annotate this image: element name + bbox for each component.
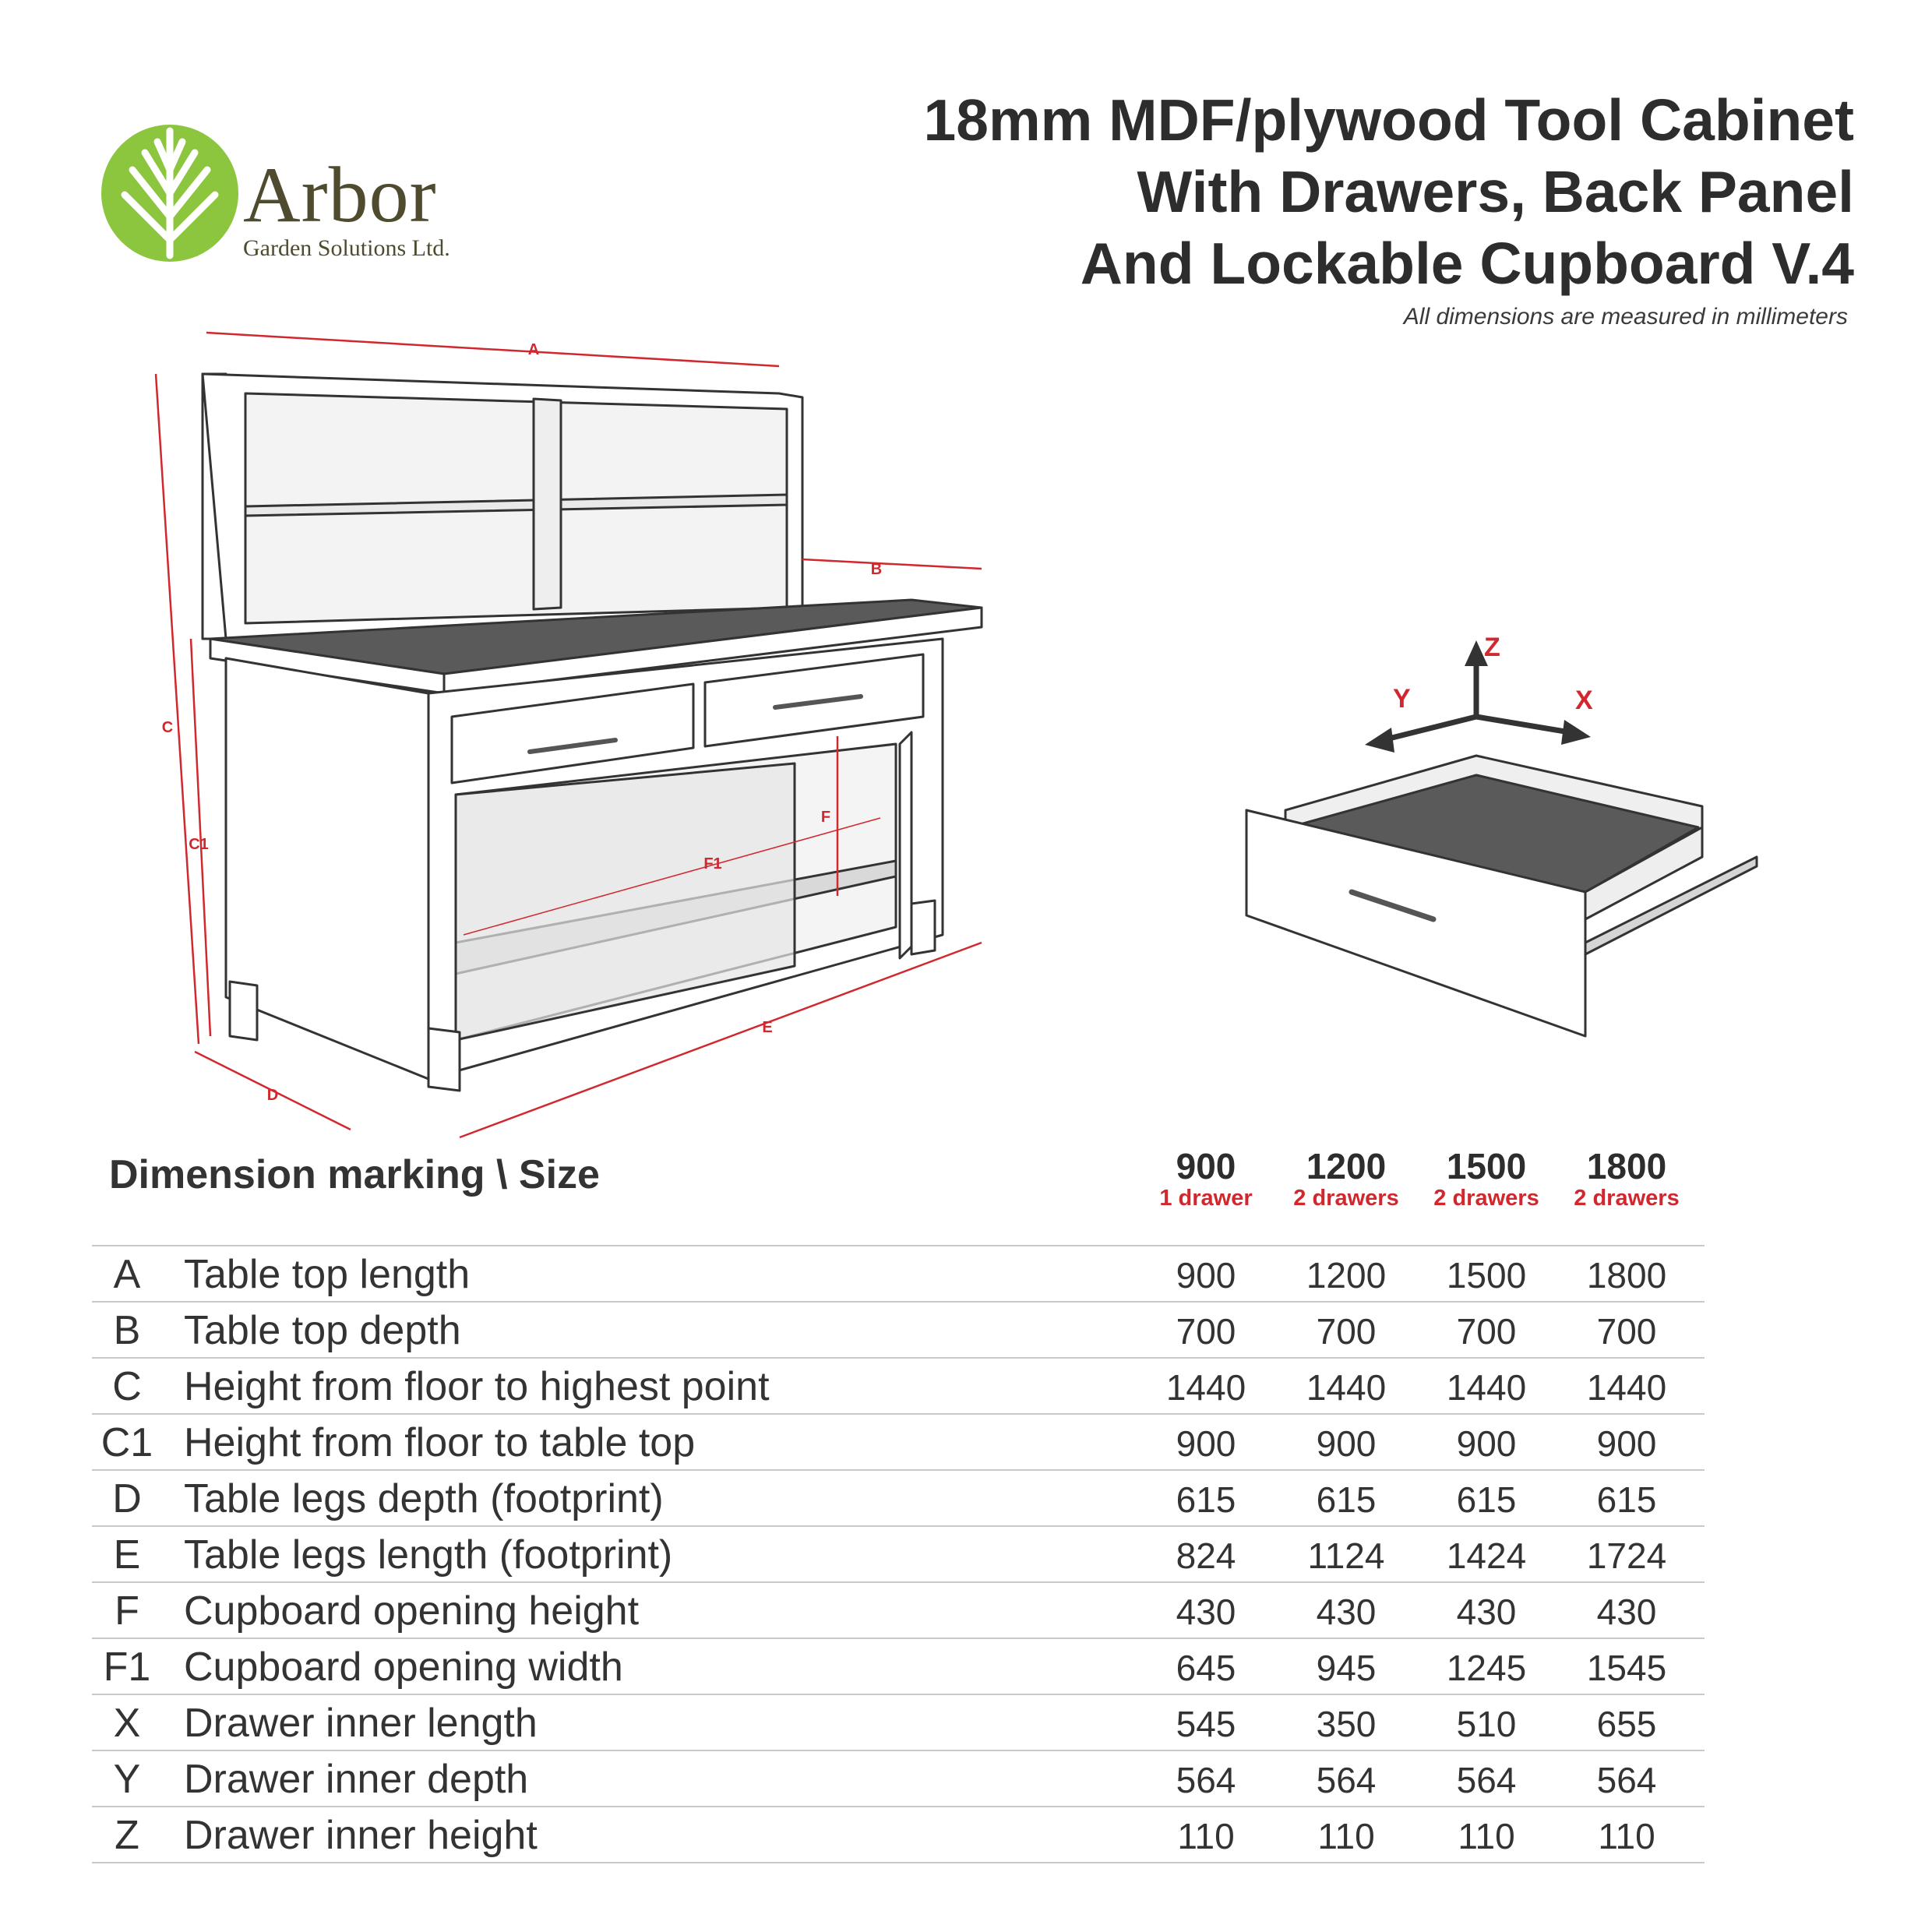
dimension-value: 700 — [1596, 1311, 1657, 1352]
dimension-mark: C — [112, 1364, 142, 1409]
dimension-value: 645 — [1176, 1648, 1236, 1688]
label-c1: C1 — [189, 836, 209, 853]
dimension-value: 1440 — [1446, 1367, 1527, 1408]
dim-line-b — [802, 559, 982, 569]
table-row — [92, 1245, 1705, 1301]
dimension-value: 700 — [1456, 1311, 1517, 1352]
leg-front-left — [428, 1028, 460, 1091]
size-label: 1200 — [1306, 1146, 1387, 1186]
dimension-description: Height from floor to table top — [184, 1420, 696, 1465]
size-column-1800 — [1557, 1147, 1697, 1211]
dimension-value: 350 — [1316, 1704, 1377, 1744]
dimension-value: 1440 — [1165, 1367, 1246, 1408]
dimension-description: Table top depth — [184, 1308, 461, 1353]
arbor-leaf-logo — [100, 123, 240, 263]
dimension-value: 1245 — [1446, 1648, 1527, 1688]
dimension-mark: F1 — [103, 1645, 151, 1690]
hutch-divider — [534, 399, 561, 609]
dimension-description: Table legs depth (footprint) — [184, 1476, 664, 1521]
axis-z-label: Z — [1484, 633, 1500, 662]
dimension-value: 945 — [1316, 1648, 1377, 1688]
dimension-mark: E — [113, 1532, 141, 1578]
dimension-value: 110 — [1458, 1816, 1515, 1856]
dimension-value: 430 — [1456, 1592, 1517, 1632]
dimension-value: 430 — [1176, 1592, 1236, 1632]
dimension-value: 1440 — [1586, 1367, 1667, 1408]
dimension-mark: A — [113, 1252, 141, 1297]
label-c: C — [161, 719, 174, 736]
table-row — [92, 1581, 1705, 1638]
cupboard-door-right — [900, 732, 911, 958]
dimension-value: 1500 — [1446, 1255, 1527, 1296]
dimension-value: 615 — [1456, 1479, 1517, 1520]
dimension-value: 1200 — [1306, 1255, 1387, 1296]
brand-name: Arbor — [243, 151, 437, 239]
cabinet-diagram — [132, 312, 1005, 1161]
leg-back-left — [230, 982, 257, 1040]
dimension-mark: Y — [113, 1757, 141, 1802]
dimension-value: 1724 — [1586, 1535, 1667, 1576]
axis-y — [1383, 717, 1476, 740]
dimension-value: 1545 — [1586, 1648, 1667, 1688]
label-f1: F1 — [703, 855, 722, 873]
table-row — [92, 1638, 1705, 1694]
table-header: Dimension marking \ Size — [109, 1152, 600, 1197]
size-label: 1800 — [1586, 1146, 1667, 1186]
table-row — [92, 1694, 1705, 1750]
drawer-count: 1 drawer — [1159, 1186, 1253, 1211]
title-line-1: 18mm MDF/plywood Tool Cabinet — [923, 87, 1854, 153]
dimension-value: 564 — [1596, 1760, 1657, 1800]
dimension-value: 700 — [1176, 1311, 1236, 1352]
dim-line-c — [156, 374, 199, 1044]
leg-front-right — [911, 901, 935, 954]
table-row — [92, 1750, 1705, 1806]
size-label: 1500 — [1446, 1146, 1527, 1186]
drawer-count: 2 drawers — [1574, 1186, 1680, 1211]
table-row — [92, 1357, 1705, 1413]
axis-y-label: Y — [1393, 684, 1411, 714]
brand-subtitle: Garden Solutions Ltd. — [243, 235, 450, 261]
drawer-count: 2 drawers — [1293, 1186, 1399, 1211]
dimension-value: 655 — [1596, 1704, 1657, 1744]
cupboard-door-left — [456, 763, 795, 1040]
dimension-description: Drawer inner depth — [184, 1757, 529, 1802]
dimension-value: 545 — [1176, 1704, 1236, 1744]
title-line-2: With Drawers, Back Panel — [1137, 159, 1854, 224]
dimension-value: 430 — [1596, 1592, 1657, 1632]
page-title — [608, 84, 1854, 299]
table-row — [92, 1413, 1705, 1469]
dimension-value: 615 — [1316, 1479, 1377, 1520]
size-label: 900 — [1176, 1146, 1236, 1186]
size-column-1200 — [1276, 1147, 1416, 1211]
dimension-value: 900 — [1176, 1423, 1236, 1464]
dimension-value: 110 — [1317, 1816, 1375, 1856]
dimension-value: 615 — [1176, 1479, 1236, 1520]
dimension-value: 615 — [1596, 1479, 1657, 1520]
table-row — [92, 1301, 1705, 1357]
dimension-description: Height from floor to highest point — [184, 1364, 770, 1409]
table-row — [92, 1525, 1705, 1581]
label-d: D — [266, 1087, 279, 1104]
dimension-value: 900 — [1456, 1423, 1517, 1464]
table-row — [92, 1806, 1705, 1863]
dimension-description: Table legs length (footprint) — [184, 1532, 673, 1578]
size-column-1500 — [1416, 1147, 1557, 1211]
dimension-mark: D — [112, 1476, 142, 1521]
dimension-mark: B — [113, 1308, 141, 1353]
dimension-value: 900 — [1176, 1255, 1236, 1296]
label-a: A — [527, 341, 540, 358]
title-line-3: And Lockable Cupboard V.4 — [1080, 231, 1854, 296]
dimension-mark: F — [115, 1588, 139, 1634]
dimension-value: 824 — [1176, 1535, 1236, 1576]
dimension-value: 110 — [1598, 1816, 1655, 1856]
dimension-value: 1124 — [1307, 1535, 1385, 1576]
dimension-description: Cupboard opening height — [184, 1588, 640, 1634]
axis-x-label: X — [1575, 686, 1593, 715]
axis-x — [1476, 717, 1570, 732]
dimension-value: 564 — [1456, 1760, 1517, 1800]
dimension-value: 564 — [1316, 1760, 1377, 1800]
dimension-value: 1440 — [1306, 1367, 1387, 1408]
table-row — [92, 1469, 1705, 1525]
label-b: B — [870, 561, 883, 578]
dimension-value: 900 — [1316, 1423, 1377, 1464]
dimension-description: Cupboard opening width — [184, 1645, 623, 1690]
label-e: E — [762, 1019, 773, 1036]
units-note: All dimensions are measured in millimeters — [1403, 304, 1848, 330]
dimension-value: 900 — [1596, 1423, 1657, 1464]
label-f: F — [820, 809, 831, 826]
dimension-value: 700 — [1316, 1311, 1377, 1352]
dimension-description: Drawer inner length — [184, 1701, 538, 1746]
axis-x-arrow — [1561, 720, 1591, 745]
dimension-value: 430 — [1316, 1592, 1377, 1632]
dimension-value: 1800 — [1586, 1255, 1667, 1296]
drawer-count: 2 drawers — [1433, 1186, 1539, 1211]
dimension-value: 110 — [1177, 1816, 1235, 1856]
size-column-900 — [1136, 1147, 1276, 1211]
dimension-value: 564 — [1176, 1760, 1236, 1800]
dimension-description: Drawer inner height — [184, 1813, 538, 1858]
dimension-mark: C1 — [100, 1420, 153, 1465]
dimension-table — [92, 1245, 1705, 1863]
dimension-description: Table top length — [184, 1252, 471, 1297]
dimension-mark: X — [113, 1701, 141, 1746]
dimension-mark: Z — [115, 1813, 139, 1858]
dim-line-a — [206, 333, 779, 366]
drawer-diagram — [1215, 623, 1776, 1044]
axis-y-arrow — [1365, 728, 1394, 753]
dimension-value: 510 — [1456, 1704, 1517, 1744]
dimension-value: 1424 — [1446, 1535, 1527, 1576]
